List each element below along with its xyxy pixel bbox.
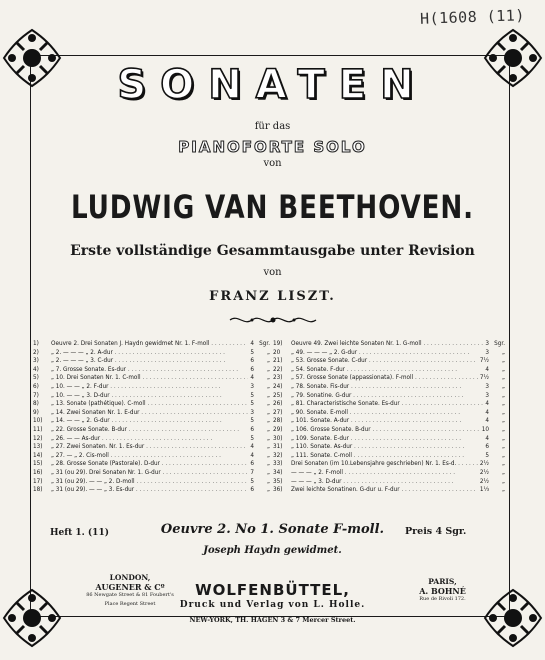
contents-price: 6: [250, 426, 254, 433]
contents-row: [273, 357, 505, 366]
contents-row: [273, 443, 505, 452]
contents-number: 18): [33, 487, 43, 494]
contents-row: [273, 452, 505, 461]
contents-number: 35): [273, 478, 283, 485]
newyork-line: NEW-YORK, TH. HAGEN 3 & 7 Mercer Street.: [189, 616, 356, 624]
contents-unit: „: [267, 418, 270, 425]
contents-number: 12): [33, 435, 43, 442]
contents-row: [33, 486, 270, 495]
contents-title: „ 106. Grosse Sonate. B-dur . . .: [291, 426, 480, 435]
contents-title: „ 54. Sonate. F-dur . . .: [291, 366, 483, 375]
contents-number: 10): [33, 418, 43, 425]
contents-price: 5: [250, 418, 254, 425]
contents-unit: „: [502, 366, 505, 373]
contents-price: 7½: [479, 375, 489, 382]
contents-row: [33, 340, 270, 349]
contents-unit: „: [502, 349, 505, 356]
contents-number: 4): [33, 366, 39, 373]
contents-unit: „: [267, 375, 270, 382]
publisher-line: Druck und Verlag von L. Holle.: [179, 600, 366, 610]
editor-name: FRANZ LISZT.: [209, 289, 336, 304]
page-title: SONATEN: [117, 62, 428, 108]
contents-unit: „: [502, 435, 505, 442]
contents-row: [273, 478, 505, 487]
contents-row: [33, 469, 270, 478]
contents-title: „ 90. Sonate. E-moll . . .: [291, 409, 483, 418]
for-line: für das: [254, 121, 291, 132]
contents-row: [273, 374, 505, 383]
contents-row: [33, 409, 270, 418]
contents-unit: „: [502, 375, 505, 382]
contents-title: „ 31 (ou 29). — — „ 3. Es-dur . . .: [51, 486, 248, 495]
contents-row: [273, 400, 505, 409]
contents-price: 6: [485, 444, 489, 451]
contents-price: 4: [485, 435, 489, 442]
contents-row: [273, 392, 505, 401]
contents-row: [273, 426, 505, 435]
contents-number: 36): [273, 487, 283, 494]
contents-unit: „: [502, 358, 505, 365]
contents-unit: „: [267, 452, 270, 459]
contents-price: 4: [485, 409, 489, 416]
contents-number: 25): [273, 392, 283, 399]
contents-price: 2½: [479, 469, 489, 476]
contents-price: 3: [485, 341, 489, 347]
contents-number: 20: [273, 349, 281, 356]
contents-title: „ 26. — — As-dur . . .: [51, 435, 248, 444]
contents-title: „ 14. Zwei Sonaten Nr. 1. E-dur . . .: [51, 409, 248, 418]
contents-row: [33, 435, 270, 444]
opus-line: Oeuvre 2. No 1. Sonate F-moll.: [160, 522, 385, 537]
contents-unit: „: [267, 401, 270, 408]
contents-title: „ 2. — — — „ 3. C-dur . . .: [51, 357, 248, 366]
contents-number: 15): [33, 461, 43, 468]
contents-number: 2): [33, 349, 39, 356]
contents-number: 26): [273, 401, 283, 408]
contents-price: 4: [485, 401, 489, 408]
contents-number: 7): [33, 392, 39, 399]
contents-unit: „: [502, 478, 505, 485]
contents-row: [33, 366, 270, 375]
contents-price: 10: [481, 426, 489, 433]
contents-row: [273, 469, 505, 478]
contents-unit: „: [502, 444, 505, 451]
contents-title: „ 27. Zwei Sonaten. Nr. 1. Es-dur . . .: [51, 443, 248, 452]
contents-left-column: [33, 340, 270, 495]
flourish-ornament: [228, 313, 318, 327]
contents-unit: „: [267, 392, 270, 399]
contents-number: 8): [33, 401, 39, 408]
contents-number: 33): [273, 461, 283, 468]
contents-title: „ 111. Sonate. C-moll . . .: [291, 452, 483, 461]
contents-number: 34): [273, 469, 283, 476]
contents-number: 11): [33, 426, 43, 433]
heft-number: Heft 1. (11): [50, 528, 109, 538]
contents-price: 5: [250, 435, 254, 442]
contents-number: 27): [273, 409, 283, 416]
contents-row: [33, 357, 270, 366]
contents-price: 3: [250, 383, 254, 390]
contents-row: [33, 392, 270, 401]
contents-title: Drei Sonaten (im 10.Lebensjahre geschrieben) Nr. 1. Es-d. . . .: [291, 460, 478, 469]
contents-number: 24): [273, 383, 283, 390]
contents-price: 6: [250, 461, 254, 468]
contents-row: [33, 452, 270, 461]
contents-price: 3: [250, 409, 254, 416]
contents-number: 9): [33, 409, 39, 416]
contents-number: 23): [273, 375, 283, 382]
contents-price: 7½: [479, 358, 489, 365]
contents-number: 6): [33, 383, 39, 390]
contents-title: „ 14. — — „ 2. G-dur . . .: [51, 417, 248, 426]
contents-unit: „: [502, 401, 505, 408]
contents-unit: „: [267, 444, 270, 451]
contents-price: 4: [250, 375, 254, 382]
contents-unit: „: [267, 383, 270, 390]
contents-number: 32): [273, 452, 283, 459]
contents-right-column: [273, 340, 505, 495]
contents-title: „ 10. — — „ 2. F-dur . . .: [51, 383, 248, 392]
paris-address: Rue de Rivoli 172.: [419, 596, 466, 602]
contents-unit: „: [502, 487, 505, 494]
contents-row: [33, 443, 270, 452]
paris-city: PARIS,: [428, 577, 457, 586]
contents-unit: „: [267, 478, 270, 485]
contents-unit: „: [267, 426, 270, 433]
contents-number: 14): [33, 452, 43, 459]
contents-row: [33, 417, 270, 426]
contents-row: [273, 383, 505, 392]
contents-number: 28): [273, 418, 283, 425]
price-line: Preis 4 Sgr.: [405, 526, 467, 537]
contents-row: [273, 409, 505, 418]
contents-unit: „: [502, 418, 505, 425]
contents-title: „ 57. Grosse Sonate (appassionata). F-moll . . .: [291, 374, 478, 383]
dedication-line: Joseph Haydn gewidmet.: [203, 545, 342, 556]
contents-title: „ 10. Drei Sonaten Nr. 1. C-moll . . .: [51, 374, 248, 383]
contents-price: 7: [250, 469, 254, 476]
contents-title: Oeuvre 2. Drei Sonaten J. Haydn gewidmet Nr. 1. F-moll . . .: [51, 340, 248, 349]
contents-price: 3: [485, 392, 489, 399]
contents-row: [273, 435, 505, 444]
contents-title: „ 53. Grosse Sonate. C-dur . . .: [291, 357, 478, 366]
contents-price: 4: [250, 341, 254, 347]
von-line-1: von: [263, 158, 282, 169]
contents-title: „ 13. Sonate (pathétique). C-moll . . .: [51, 400, 248, 409]
contents-row: [33, 478, 270, 487]
contents-title: „ 28. Grosse Sonate (Pastorale). D-dur . . .: [51, 460, 248, 469]
contents-title: „ 49. — — — „ 2. G-dur . . .: [291, 349, 483, 358]
contents-title: „ 101. Sonate. A-dur . . .: [291, 417, 483, 426]
contents-number: 3): [33, 358, 39, 365]
contents-unit: Sgr.: [494, 341, 505, 347]
london-address: 86 Newgate Street & 81 Foubert's Place Regent Street: [86, 592, 174, 607]
contents-title: „ 78. Sonate. Fis-dur . . .: [291, 383, 483, 392]
contents-price: 3: [485, 383, 489, 390]
contents-price: 2½: [479, 478, 489, 485]
contents-number: 29): [273, 426, 283, 433]
contents-price: 2½: [479, 461, 489, 468]
contents-row: [273, 417, 505, 426]
contents-row: [273, 366, 505, 375]
contents-row: [273, 486, 505, 495]
contents-row: [273, 349, 505, 358]
contents-unit: „: [267, 349, 270, 356]
paris-publisher: [405, 578, 480, 604]
contents-title: „ 81. Characteristische Sonate. Es-dur . . .: [291, 400, 483, 409]
contents-unit: „: [267, 366, 270, 373]
contents-price: 1⅓: [479, 487, 489, 494]
instrument-line: PIANOFORTE SOLO: [178, 138, 367, 156]
von-line-2: von: [263, 267, 282, 278]
contents-price: 5: [250, 392, 254, 399]
contents-title: Zwei leichte Sonatinen. G-dur u. F-dur . . .: [291, 486, 478, 495]
contents-title: „ 31 (ou 29). — — „ 2. D-moll . . .: [51, 478, 248, 487]
contents-row: [273, 340, 505, 349]
composer-name: LUDWIG VAN BEETHOVEN.: [71, 188, 474, 226]
contents-row: [33, 400, 270, 409]
london-firm: AUGENER & Cº: [95, 581, 165, 592]
contents-row: [33, 374, 270, 383]
contents-title: Oeuvre 49. Zwei leichte Sonaten Nr. 1. G-moll . . .: [291, 340, 483, 349]
contents-title: — — — „ 2. F-moll . . .: [291, 469, 478, 478]
contents-title: „ 110. Sonate. As-dur . . .: [291, 443, 483, 452]
contents-price: 4: [250, 452, 254, 459]
contents-unit: „: [502, 409, 505, 416]
contents-title: „ 22. Grosse Sonate. B-dur . . .: [51, 426, 248, 435]
contents-title: „ 31 (ou 29). Drei Sonaten Nr. 1. G-dur . . .: [51, 469, 248, 478]
contents-number: 13): [33, 444, 43, 451]
contents-row: [33, 426, 270, 435]
contents-title: — — — „ 3. D-dur . . .: [291, 478, 478, 487]
contents-unit: „: [267, 435, 270, 442]
contents-price: 6: [250, 487, 254, 494]
contents-number: 16): [33, 469, 43, 476]
contents-unit: „: [502, 383, 505, 390]
contents-row: [273, 460, 505, 469]
contents-unit: „: [267, 358, 270, 365]
contents-unit: Sgr.: [259, 341, 270, 347]
contents-number: 30): [273, 435, 283, 442]
contents-number: 19): [273, 341, 283, 347]
contents-number: 1): [33, 341, 39, 347]
contents-unit: „: [502, 452, 505, 459]
contents-unit: „: [267, 469, 270, 476]
contents-unit: „: [502, 469, 505, 476]
contents-unit: „: [267, 487, 270, 494]
contents-price: 6: [250, 366, 254, 373]
contents-price: 5: [250, 349, 254, 356]
contents-unit: „: [267, 409, 270, 416]
catalog-mark: H(1608 (11): [419, 6, 526, 28]
contents-unit: „: [502, 426, 505, 433]
london-city: LONDON,: [109, 573, 151, 582]
contents-unit: „: [502, 461, 505, 468]
contents-title: „ 2. — — — „ 2. A-dur . . .: [51, 349, 248, 358]
contents-price: 5: [250, 478, 254, 485]
edition-subtitle: Erste vollständige Gesammtausgabe unter Revision: [70, 243, 475, 259]
contents-price: 4: [485, 366, 489, 373]
contents-price: 4: [250, 444, 254, 451]
contents-title: „ 109. Sonate. E-dur . . .: [291, 435, 483, 444]
contents-price: 4: [485, 418, 489, 425]
contents-unit: „: [502, 392, 505, 399]
contents-price: 5: [250, 401, 254, 408]
contents-row: [33, 383, 270, 392]
contents-price: 3: [485, 349, 489, 356]
contents-unit: „: [267, 461, 270, 468]
paris-firm: A. BOHNÉ: [419, 585, 466, 596]
contents-number: 17): [33, 478, 43, 485]
publisher-city: WOLFENBÜTTEL,: [195, 581, 350, 599]
contents-row: [33, 349, 270, 358]
contents-price: 6: [250, 358, 254, 365]
contents-number: 22): [273, 366, 283, 373]
contents-number: 21): [273, 358, 283, 365]
contents-number: 5): [33, 375, 39, 382]
contents-price: 5: [485, 452, 489, 459]
contents-title: „ 79. Sonatine. G-dur . . .: [291, 392, 483, 401]
contents-row: [33, 460, 270, 469]
contents-number: 31): [273, 444, 283, 451]
contents-title: „ 7. Grosse Sonate. Es-dur . . .: [51, 366, 248, 375]
contents-title: „ 10. — — „ 3. D-dur . . .: [51, 392, 248, 401]
contents-title: „ 27. — „ 2. Cis-moll . . .: [51, 452, 248, 461]
